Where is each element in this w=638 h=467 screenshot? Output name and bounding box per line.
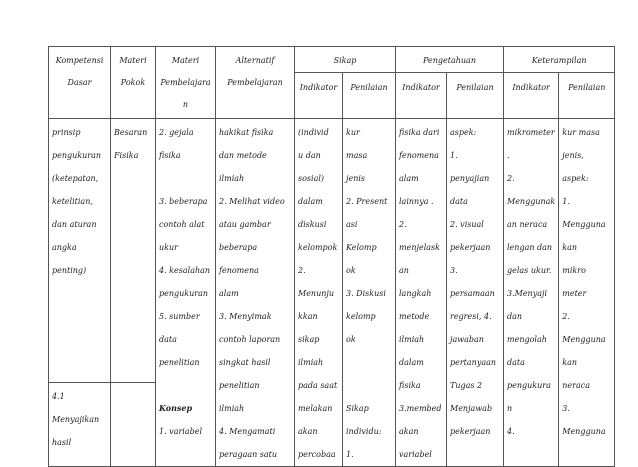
- text-line: Mengguna: [562, 220, 606, 229]
- text-line: aspek:: [562, 174, 589, 183]
- header-materi-pokok: Materi Pokok: [111, 47, 156, 119]
- text-line: ilmiah: [219, 174, 245, 183]
- text-line: data: [450, 197, 468, 206]
- text-line: kkan: [298, 312, 318, 321]
- text-line: 3.: [562, 404, 570, 413]
- header-alternatif: Alternatif Pembelajaran: [216, 47, 295, 119]
- text-line: Mengguna: [562, 427, 606, 436]
- header-materi: Materi Pembelajara n: [156, 47, 216, 119]
- text-line: 2. Present: [346, 197, 388, 206]
- text-line: ok: [346, 266, 356, 275]
- text-line: 4.: [507, 427, 515, 436]
- text-line: [346, 374, 392, 397]
- text-line: 2. gejala: [159, 128, 194, 137]
- lesson-plan-table: [48, 46, 615, 467]
- text-line: kan: [562, 358, 578, 367]
- text-line: 4.1: [52, 391, 65, 401]
- text-line: dalam: [298, 197, 323, 206]
- text-line: dan metode: [219, 151, 267, 160]
- text-line: individu:: [346, 427, 382, 436]
- text-line: fisika: [159, 151, 181, 160]
- cell-materi-pokok: [111, 119, 156, 383]
- text-line: masa: [346, 151, 368, 160]
- subheader-keterampilan-penilaian: Penilaian: [559, 73, 615, 119]
- text-line: jawaban: [450, 335, 484, 344]
- text-line: Menyajikan: [52, 414, 100, 424]
- cell-kompetensi: [49, 119, 111, 383]
- text-line: penelitian: [219, 381, 260, 390]
- text-line: aspek:: [450, 128, 477, 137]
- text-line: ilmiah: [298, 358, 324, 367]
- subheader-sikap-penilaian: Penilaian: [343, 73, 396, 119]
- text-line: pengukura: [507, 381, 551, 390]
- text-line: percobaa: [298, 450, 336, 459]
- text-line: [159, 167, 212, 190]
- text-line: fisika: [399, 381, 421, 390]
- cell-pengetahuan-penilaian: [447, 119, 504, 467]
- text-line: 3. Menyimak: [219, 312, 272, 321]
- cell-keterampilan-penilaian: [559, 119, 615, 467]
- text-line: atau gambar: [219, 220, 271, 229]
- text-line: Menjawab: [450, 404, 493, 413]
- text-line: pertanyaan: [450, 358, 497, 367]
- text-line: akan: [399, 427, 419, 436]
- cell-pengetahuan-indikator: [396, 119, 447, 467]
- materi-heading: Konsep: [159, 403, 193, 413]
- text-line: (ketepatan,: [52, 174, 99, 183]
- text-line: 1.: [346, 450, 354, 459]
- text-line: 3.membed: [399, 404, 442, 413]
- header-keterampilan: Keterampilan: [504, 47, 615, 73]
- text-line: Fisika: [114, 151, 139, 160]
- text-line: Kelomp: [346, 243, 377, 252]
- text-line: akan: [298, 427, 318, 436]
- text-line: meter: [562, 289, 587, 298]
- text-line: pada saat: [298, 381, 338, 390]
- subheader-keterampilan-indikator: Indikator: [504, 73, 559, 119]
- text-line: 3.: [450, 266, 458, 275]
- text-line: variabel: [399, 450, 432, 459]
- cell-kompetensi-4-1: [49, 382, 111, 466]
- cell-alternatif: [216, 119, 295, 467]
- header-kompetensi: Kompetensi Dasar: [49, 47, 111, 119]
- text-line: [159, 374, 212, 397]
- text-line: alam: [219, 289, 239, 298]
- text-line: an neraca: [507, 220, 548, 229]
- text-line: fenomena: [399, 151, 439, 160]
- text-line: melakan: [298, 404, 333, 413]
- cell-materi: [156, 119, 216, 467]
- text-line: u dan: [298, 151, 321, 160]
- text-line: dan: [507, 312, 523, 321]
- text-line: Mengguna: [562, 335, 606, 344]
- text-line: ok: [346, 335, 356, 344]
- text-line: 3. Diskusi: [346, 289, 386, 298]
- materi-lines: [159, 121, 212, 397]
- text-line: beberapa: [219, 243, 258, 252]
- text-line: sosial): [298, 174, 325, 183]
- text-line: sikap: [298, 335, 320, 344]
- text-line: contoh alat: [159, 220, 205, 229]
- text-line: pekerjaan: [450, 427, 491, 436]
- text-line: kur masa: [562, 128, 600, 137]
- text-line: 2.: [507, 174, 515, 183]
- text-line: penyajian: [450, 174, 490, 183]
- text-line: regresi, 4.: [450, 312, 492, 321]
- text-line: metode: [399, 312, 430, 321]
- text-line: 2.: [562, 312, 570, 321]
- text-line: Tugas 2: [450, 381, 483, 390]
- text-line: kur: [346, 128, 360, 137]
- text-line: jenis,: [562, 151, 584, 160]
- text-line: 3. beberapa: [159, 197, 208, 206]
- subheader-sikap-indikator: Indikator: [295, 73, 343, 119]
- text-line: persamaan: [450, 289, 495, 298]
- text-line: n: [507, 404, 513, 413]
- text-line: pengukuran: [52, 151, 102, 160]
- text-line: penting): [52, 266, 87, 275]
- text-line: Menunju: [298, 289, 335, 298]
- subheader-pengetahuan-penilaian: Penilaian: [447, 73, 504, 119]
- text-line: menjelask: [399, 243, 440, 252]
- text-line: kelomp: [346, 312, 376, 321]
- cell-sikap-indikator: [295, 119, 343, 467]
- text-line: 3.Menyaji: [507, 289, 548, 298]
- text-line: .: [507, 151, 510, 160]
- text-line: mikrometer: [507, 128, 555, 137]
- text-line: gelas ukur.: [507, 266, 552, 275]
- text-line: [346, 351, 392, 374]
- text-line: Menggunak: [507, 197, 556, 206]
- text-line: 1.: [562, 197, 570, 206]
- text-line: 5. sumber: [159, 312, 200, 321]
- text-line: 2.: [399, 220, 407, 229]
- text-line: 2. visual: [450, 220, 484, 229]
- text-line: kan: [562, 243, 578, 252]
- text-line: hasil: [52, 437, 72, 447]
- text-line: 1.: [450, 151, 458, 160]
- text-line: data: [507, 358, 525, 367]
- text-line: diskusi: [298, 220, 327, 229]
- text-line: 4. Mengamati: [219, 427, 276, 436]
- text-line: 4. kesalahan: [159, 266, 211, 275]
- text-line: alam: [399, 174, 419, 183]
- table-row: [49, 119, 615, 383]
- text-line: mengolah: [507, 335, 547, 344]
- text-line: singkat hasil: [219, 358, 271, 367]
- text-line: fenomena: [219, 266, 259, 275]
- text-line: pekerjaan: [450, 243, 491, 252]
- text-line: an: [399, 266, 409, 275]
- text-line: neraca: [562, 381, 590, 390]
- text-line: Besaran: [114, 128, 148, 137]
- text-line: asi: [346, 220, 358, 229]
- text-line: lainnya .: [399, 197, 434, 206]
- text-line: angka: [52, 243, 77, 252]
- header-sikap: Sikap: [295, 47, 396, 73]
- text-line: dan aturan: [52, 220, 97, 229]
- text-line: ilmiah: [399, 335, 425, 344]
- text-line: ukur: [159, 243, 178, 252]
- cell-materi-pokok-empty: [111, 382, 156, 466]
- text-line: 2.: [298, 266, 306, 275]
- text-line: jenis: [346, 174, 366, 183]
- text-line: mikro: [562, 266, 586, 275]
- text-line: prinsip: [52, 128, 81, 137]
- text-line: langkah: [399, 289, 432, 298]
- text-line: contoh laporan: [219, 335, 281, 344]
- text-line: penelitian: [159, 358, 200, 367]
- header-row: [49, 47, 615, 73]
- text-line: peragaan satu: [219, 450, 278, 459]
- text-line: kelompok: [298, 243, 338, 252]
- materi-item: 1. variabel: [159, 427, 203, 436]
- text-line: ilmiah: [219, 404, 245, 413]
- header-pengetahuan: Pengetahuan: [396, 47, 504, 73]
- text-line: (individ: [298, 128, 329, 137]
- cell-sikap-penilaian: [343, 119, 396, 467]
- text-line: 2. Melihat video: [219, 197, 285, 206]
- text-line: hakikat fisika: [219, 128, 274, 137]
- text-line: ketelitian,: [52, 197, 93, 206]
- text-line: lengan dan: [507, 243, 553, 252]
- text-line: data: [159, 335, 177, 344]
- text-line: Sikap: [346, 404, 369, 413]
- text-line: pengukuran: [159, 289, 209, 298]
- cell-keterampilan-indikator: [504, 119, 559, 467]
- text-line: fisika dari: [399, 128, 440, 137]
- subheader-pengetahuan-indikator: Indikator: [396, 73, 447, 119]
- text-line: dalam: [399, 358, 424, 367]
